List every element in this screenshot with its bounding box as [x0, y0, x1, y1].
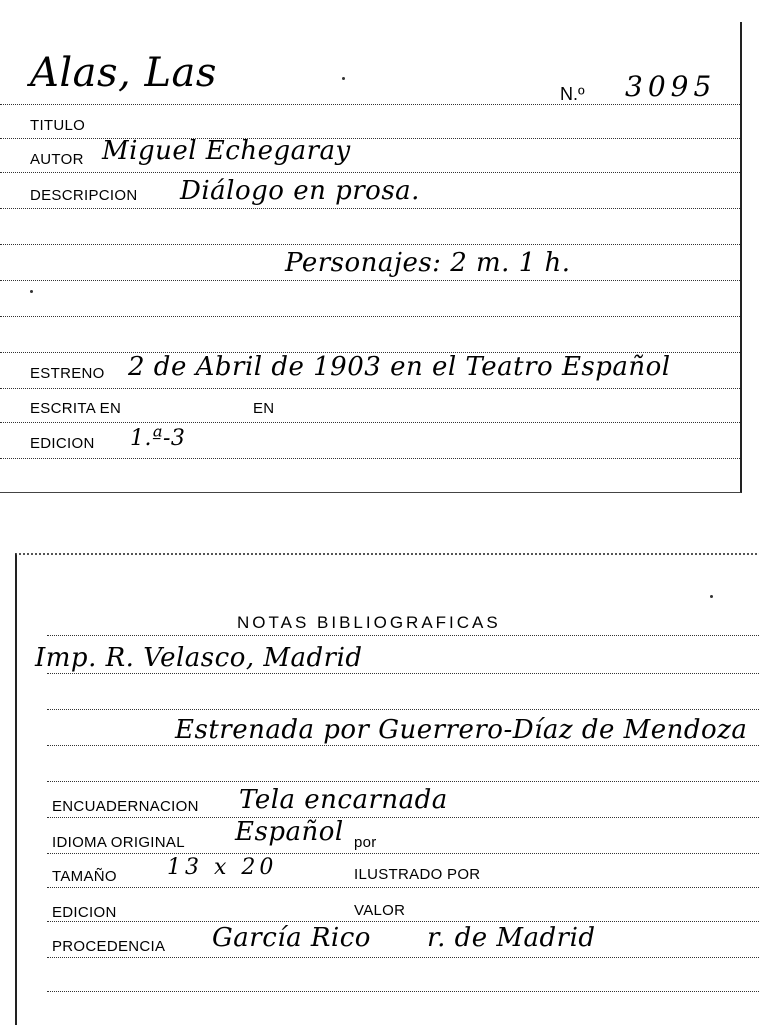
procedencia-handwritten: García Rico	[212, 923, 371, 953]
ruled-line	[0, 388, 740, 389]
ruled-line	[0, 208, 740, 209]
numero-label: N.º	[560, 84, 585, 104]
ruled-line	[47, 853, 759, 854]
tamano-handwritten: 13 x 20	[167, 855, 278, 880]
scan-speck	[710, 595, 713, 598]
procedencia-handwritten-2: r. de Madrid	[427, 923, 596, 953]
ruled-line	[0, 172, 740, 173]
escrita-en-label: ESCRITA EN	[30, 400, 122, 417]
notas-bibliograficas-heading: NOTAS BIBLIOGRAFICAS	[237, 613, 501, 632]
ruled-line	[0, 244, 740, 245]
ruled-line	[0, 458, 740, 459]
catalog-card-front	[0, 22, 742, 493]
descripcion-handwritten: Diálogo en prosa.	[180, 176, 420, 206]
ruled-line	[47, 817, 759, 818]
catalog-card-notes	[15, 553, 759, 1025]
ruled-line	[47, 991, 759, 992]
ruled-line	[0, 104, 740, 105]
autor-handwritten: Miguel Echegaray	[102, 136, 351, 166]
ruled-line	[47, 635, 759, 636]
ruled-line	[0, 280, 740, 281]
descripcion-label: DESCRIPCION	[30, 187, 138, 204]
valor-label: VALOR	[354, 902, 406, 919]
scan-speck	[342, 77, 345, 80]
procedencia-label: PROCEDENCIA	[52, 938, 166, 955]
tamano-label: TAMAÑO	[52, 868, 117, 885]
ilustrado-por-label: ILUSTRADO POR	[354, 866, 481, 883]
ruled-line	[47, 673, 759, 674]
personajes-handwritten: Personajes: 2 m. 1 h.	[285, 248, 571, 278]
titulo-label: TITULO	[30, 117, 86, 134]
encuadernacion-label: ENCUADERNACION	[52, 798, 199, 815]
estreno-label: ESTRENO	[30, 365, 105, 382]
idioma-handwritten: Español	[235, 817, 344, 847]
imprenta-handwritten: Imp. R. Velasco, Madrid	[35, 643, 363, 673]
estrenada-handwritten: Estrenada por Guerrero-Díaz de Mendoza	[175, 715, 748, 745]
por-label: por	[354, 834, 377, 851]
ruled-line	[47, 921, 759, 922]
ruled-line	[47, 887, 759, 888]
scan-speck	[30, 290, 33, 293]
edicion-label: EDICION	[30, 435, 95, 452]
en-label: EN	[253, 400, 275, 417]
encuadernacion-handwritten: Tela encarnada	[239, 785, 448, 815]
ruled-line	[47, 781, 759, 782]
idioma-original-label: IDIOMA ORIGINAL	[52, 834, 185, 851]
edicion-handwritten: 1.ª-3	[130, 426, 186, 451]
estreno-handwritten: 2 de Abril de 1903 en el Teatro Español	[128, 352, 671, 382]
autor-label: AUTOR	[30, 151, 84, 168]
ruled-line	[0, 422, 740, 423]
ruled-line	[47, 957, 759, 958]
ruled-line	[47, 709, 759, 710]
edicion-notes-label: EDICION	[52, 904, 117, 921]
handwritten-title: Alas, Las	[30, 50, 217, 96]
ruled-line	[0, 316, 740, 317]
ruled-line	[47, 745, 759, 746]
catalog-number: 3095	[625, 70, 717, 103]
